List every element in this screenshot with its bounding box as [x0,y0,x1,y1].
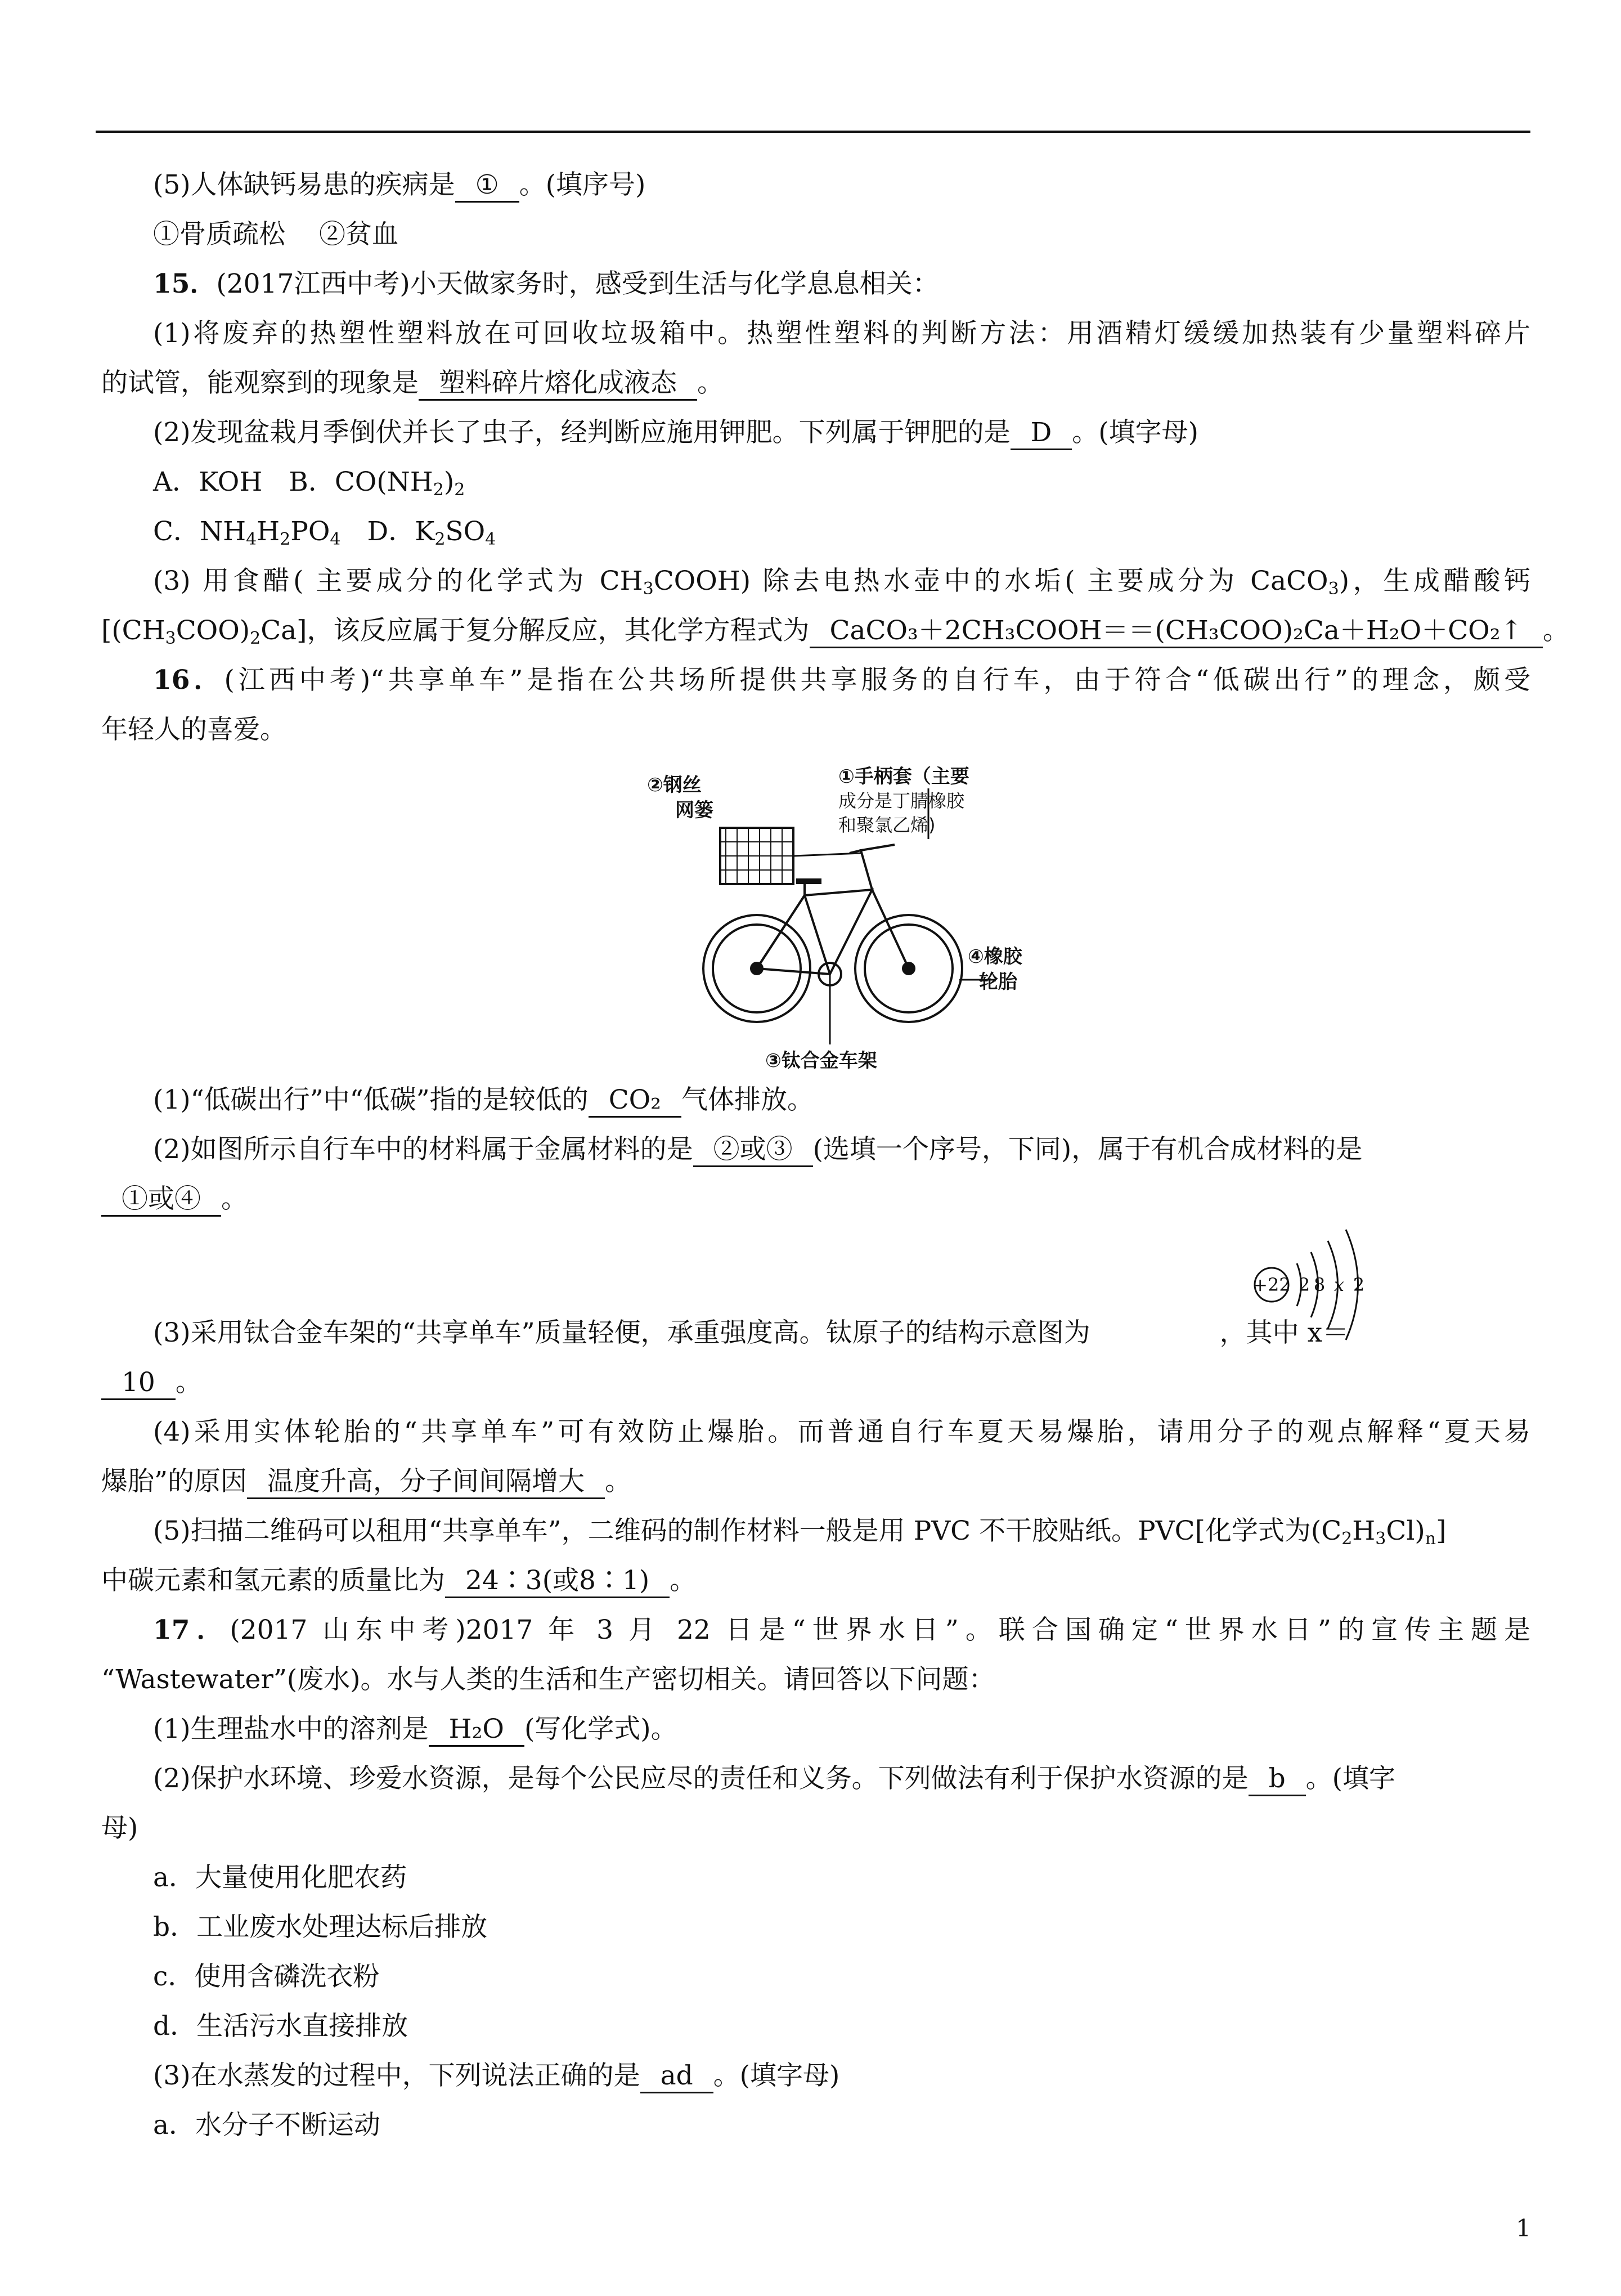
text-run: 爆胎”的原因 [101,1466,248,1497]
answer-blank[interactable]: H₂O [429,1714,524,1747]
q17-2-option-c [101,1952,1530,2002]
text-run: [(CH [101,615,165,646]
label-tire-line1: ④橡胶 [968,945,1022,968]
text-run: )，生成醋酸钙 [1339,566,1530,597]
text-run: 。(填序号) [519,169,646,200]
text-run: ) [443,467,455,497]
text-run: (2)发现盆栽月季倒伏并长了虫子，经判断应施用钾肥。下列属于钾肥的是 [153,417,1011,448]
q16-2-line2 [101,1174,1530,1224]
q15-2-line [101,408,1530,458]
q17-3-option-a [101,2101,1530,2150]
subscript: 2 [250,629,261,648]
text-run: (5)扫描二维码可以租用“共享单车”，二维码的制作材料一般是用 PVC 不干胶贴纸。PVC[化学式为(C [153,1515,1342,1546]
q16-5-line1 [101,1506,1530,1556]
q14-5-options [101,210,1530,259]
subscript: 3 [165,629,176,648]
text-run: SO [445,516,486,547]
text-run: a．水分子不断运动 [153,2110,381,2141]
text-run: A．KOH B．CO(NH [153,467,433,497]
text-run: (写化学式)。 [524,1714,677,1745]
subscript: 2 [433,480,444,500]
answer-blank[interactable]: 温度升高，分子间间隔增大 [247,1466,605,1499]
text-run: a．大量使用化肥农药 [153,1862,407,1893]
text-run: (2)保护水环境、珍爱水资源，是每个公民应尽的责任和义务。下列做法有利于保护水资源的是 [153,1763,1249,1794]
text-run: 母) [101,1813,138,1844]
subscript: 3 [643,579,654,599]
text-run: c．使用含磷洗衣粉 [153,1961,380,1992]
q17-stem-line1 [101,1606,1530,1655]
text-run: 中碳元素和氢元素的质量比为 [101,1565,445,1596]
text-run: d．生活污水直接排放 [153,2011,408,2042]
text-run: 。 [1542,615,1569,646]
atom-shell-3: x [1333,1274,1345,1295]
text-run: PO [290,516,330,547]
text-run: H [1352,1515,1376,1546]
q16-3-line2 [101,1358,1530,1407]
text-run: H [257,516,280,547]
q15-2-options-cd [101,507,1530,557]
q15-3-line2 [101,606,1569,656]
worksheet-body [101,160,1569,2150]
q15-1-line1 [101,309,1530,358]
text-run: C．NH [153,516,246,547]
label-grip-line2: 成分是丁腈橡胶 [838,790,965,811]
text-run: 。 [670,1565,697,1596]
bike-figure-container [101,755,1530,1075]
q16-1-line [101,1075,1530,1125]
text-run: 年轻人的喜爱。 [101,714,286,745]
text-run: (2017江西中考)小天做家务时，感受到生活与化学息息相关： [216,268,939,299]
question-number: 16． [153,665,224,696]
text-run: ，其中 x＝ [1219,1317,1349,1348]
q16-2-line1 [101,1125,1530,1174]
answer-blank[interactable]: ① [455,169,519,203]
q17-3-line [101,2051,1530,2101]
atom-shell-4: 2 [1353,1274,1365,1295]
q17-2-line1 [101,1754,1530,1804]
q16-stem-line1 [101,656,1530,705]
q16-4-line1 [101,1407,1530,1457]
text-run: D．K [340,516,435,547]
text-run: (2)如图所示自行车中的材料属于金属材料的是 [153,1134,693,1165]
subscript: 4 [485,530,496,549]
answer-blank[interactable]: ②或③ [693,1134,813,1167]
text-run: (1)将废弃的热塑性塑料放在可回收垃圾箱中。热塑性塑料的判断方法：用酒精灯缓缓加热装有少量塑料碎片 [153,318,1530,349]
label-grip-line1: ①手柄套（主要 [838,765,969,788]
q16-stem-line2 [101,705,1530,755]
q16-5-line2 [101,1556,1530,1606]
q17-1-line [101,1705,1530,1754]
text-run: (2017 山东中考)2017 年 3 月 22 日是“世界水日”。联合国确定“世界水日”的宣传主题是 [230,1615,1530,1645]
subscript: n [1425,1529,1436,1549]
text-run: 。(填字 [1305,1763,1396,1794]
text-run: 。 [175,1367,202,1398]
text-run: 的试管，能观察到的现象是 [101,367,419,398]
label-frame: ③钛合金车架 [765,1050,877,1072]
shared-bike-figure [636,760,1030,1075]
answer-blank[interactable]: D [1011,417,1072,450]
q14-5-line [101,160,1530,210]
q17-2-line2 [101,1804,1530,1853]
answer-blank[interactable]: b [1249,1763,1306,1796]
front-fork [872,890,909,968]
text-run: (1)“低碳出行”中“低碳”指的是较低的 [153,1084,589,1115]
text-run: (选填一个序号，下同)，属于有机合成材料的是 [812,1134,1363,1165]
text-run: ①骨质疏松 [153,219,285,250]
handlebar [861,845,895,890]
text-run: 。 [697,367,724,398]
q15-3-line1 [101,557,1530,606]
text-run: ②贫血 [319,219,398,250]
label-grip-line3: 和聚氯乙烯) [838,814,936,836]
titanium-atom-diagram [1249,1218,1395,1348]
text-run: (3) 用食醋( 主要成分的化学式为 CH [153,566,643,597]
text-run: (5)人体缺钙易患的疾病是 [153,169,455,200]
text-run: (江西中考)“共享单车”是指在公共场所提供共享服务的自行车，由于符合“低碳出行”的理念，颇受 [224,665,1530,696]
header-rule [96,131,1530,133]
subscript: 2 [434,530,446,549]
answer-blank[interactable]: 10 [101,1367,176,1400]
subscript: 3 [1328,579,1339,599]
q15-2-options-ab [101,458,1530,507]
text-run: COOH) 除去电热水壶中的水垢( 主要成分为 CaCO [653,566,1328,597]
text-run: (3)在水蒸发的过程中，下列说法正确的是 [153,2060,640,2091]
question-number: 15． [153,268,217,299]
q17-2-option-a [101,1853,1530,1903]
subscript: 2 [280,530,291,549]
answer-blank[interactable]: ad [640,2060,713,2093]
text-run: 。(填字母) [1072,417,1198,448]
atom-nucleus: +22 [1252,1274,1291,1295]
answer-blank[interactable]: 24∶3(或8∶1) [445,1565,670,1598]
text-run: 。 [221,1183,248,1214]
q16-4-line2 [101,1457,1530,1506]
q15-stem [101,259,1530,309]
subscript: 2 [1341,1529,1353,1549]
atom-shell-2: 8 [1313,1274,1326,1295]
label-basket-line2: 网篓 [675,799,713,822]
text-run: 。 [605,1466,632,1497]
text-run: b．工业废水处理达标后排放 [153,1912,488,1943]
text-run: COO) [176,615,250,646]
text-run: 气体排放。 [681,1084,814,1115]
answer-blank[interactable]: CaCO₃＋2CH₃COOH＝＝(CH₃COO)₂Ca＋H₂O＋CO₂↑ [810,615,1543,648]
q17-stem-line2 [101,1655,1530,1705]
text-run: (4)采用实体轮胎的“共享单车”可有效防止爆胎。而普通自行车夏天易爆胎，请用分子的观点解释“夏天易 [153,1416,1530,1447]
text-run: ] [1436,1515,1447,1546]
text-run: “Wastewater”(废水)。水与人类的生活和生产密切相关。请回答以下问题： [101,1664,995,1695]
q15-1-line2 [101,358,1530,408]
answer-blank[interactable]: CO₂ [589,1084,681,1118]
label-tire-line2: 轮胎 [979,971,1017,993]
subscript: 4 [246,530,257,549]
label-basket-line1: ②钢丝 [647,774,702,796]
text-run: Cl) [1386,1515,1425,1546]
atom-shell-1: 2 [1298,1274,1310,1295]
q17-2-option-b [101,1903,1530,1952]
subscript: 4 [330,530,341,549]
subscript: 2 [454,480,465,500]
text-run: Ca]，该反应属于复分解反应，其化学方程式为 [261,615,810,646]
page-number: 1 [1516,2214,1531,2242]
question-number: 17． [153,1615,230,1645]
subscript: 3 [1375,1529,1386,1549]
text-run: 。(填字母) [713,2060,840,2091]
text-run: (1)生理盐水中的溶剂是 [153,1714,429,1745]
q17-2-option-d [101,2002,1530,2051]
answer-blank[interactable]: 塑料碎片熔化成液态 [419,367,697,401]
answer-blank[interactable]: ①或④ [101,1183,221,1217]
text-run: (3)采用钛合金车架的“共享单车”质量轻便，承重强度高。钛原子的结构示意图为 [153,1317,1090,1348]
